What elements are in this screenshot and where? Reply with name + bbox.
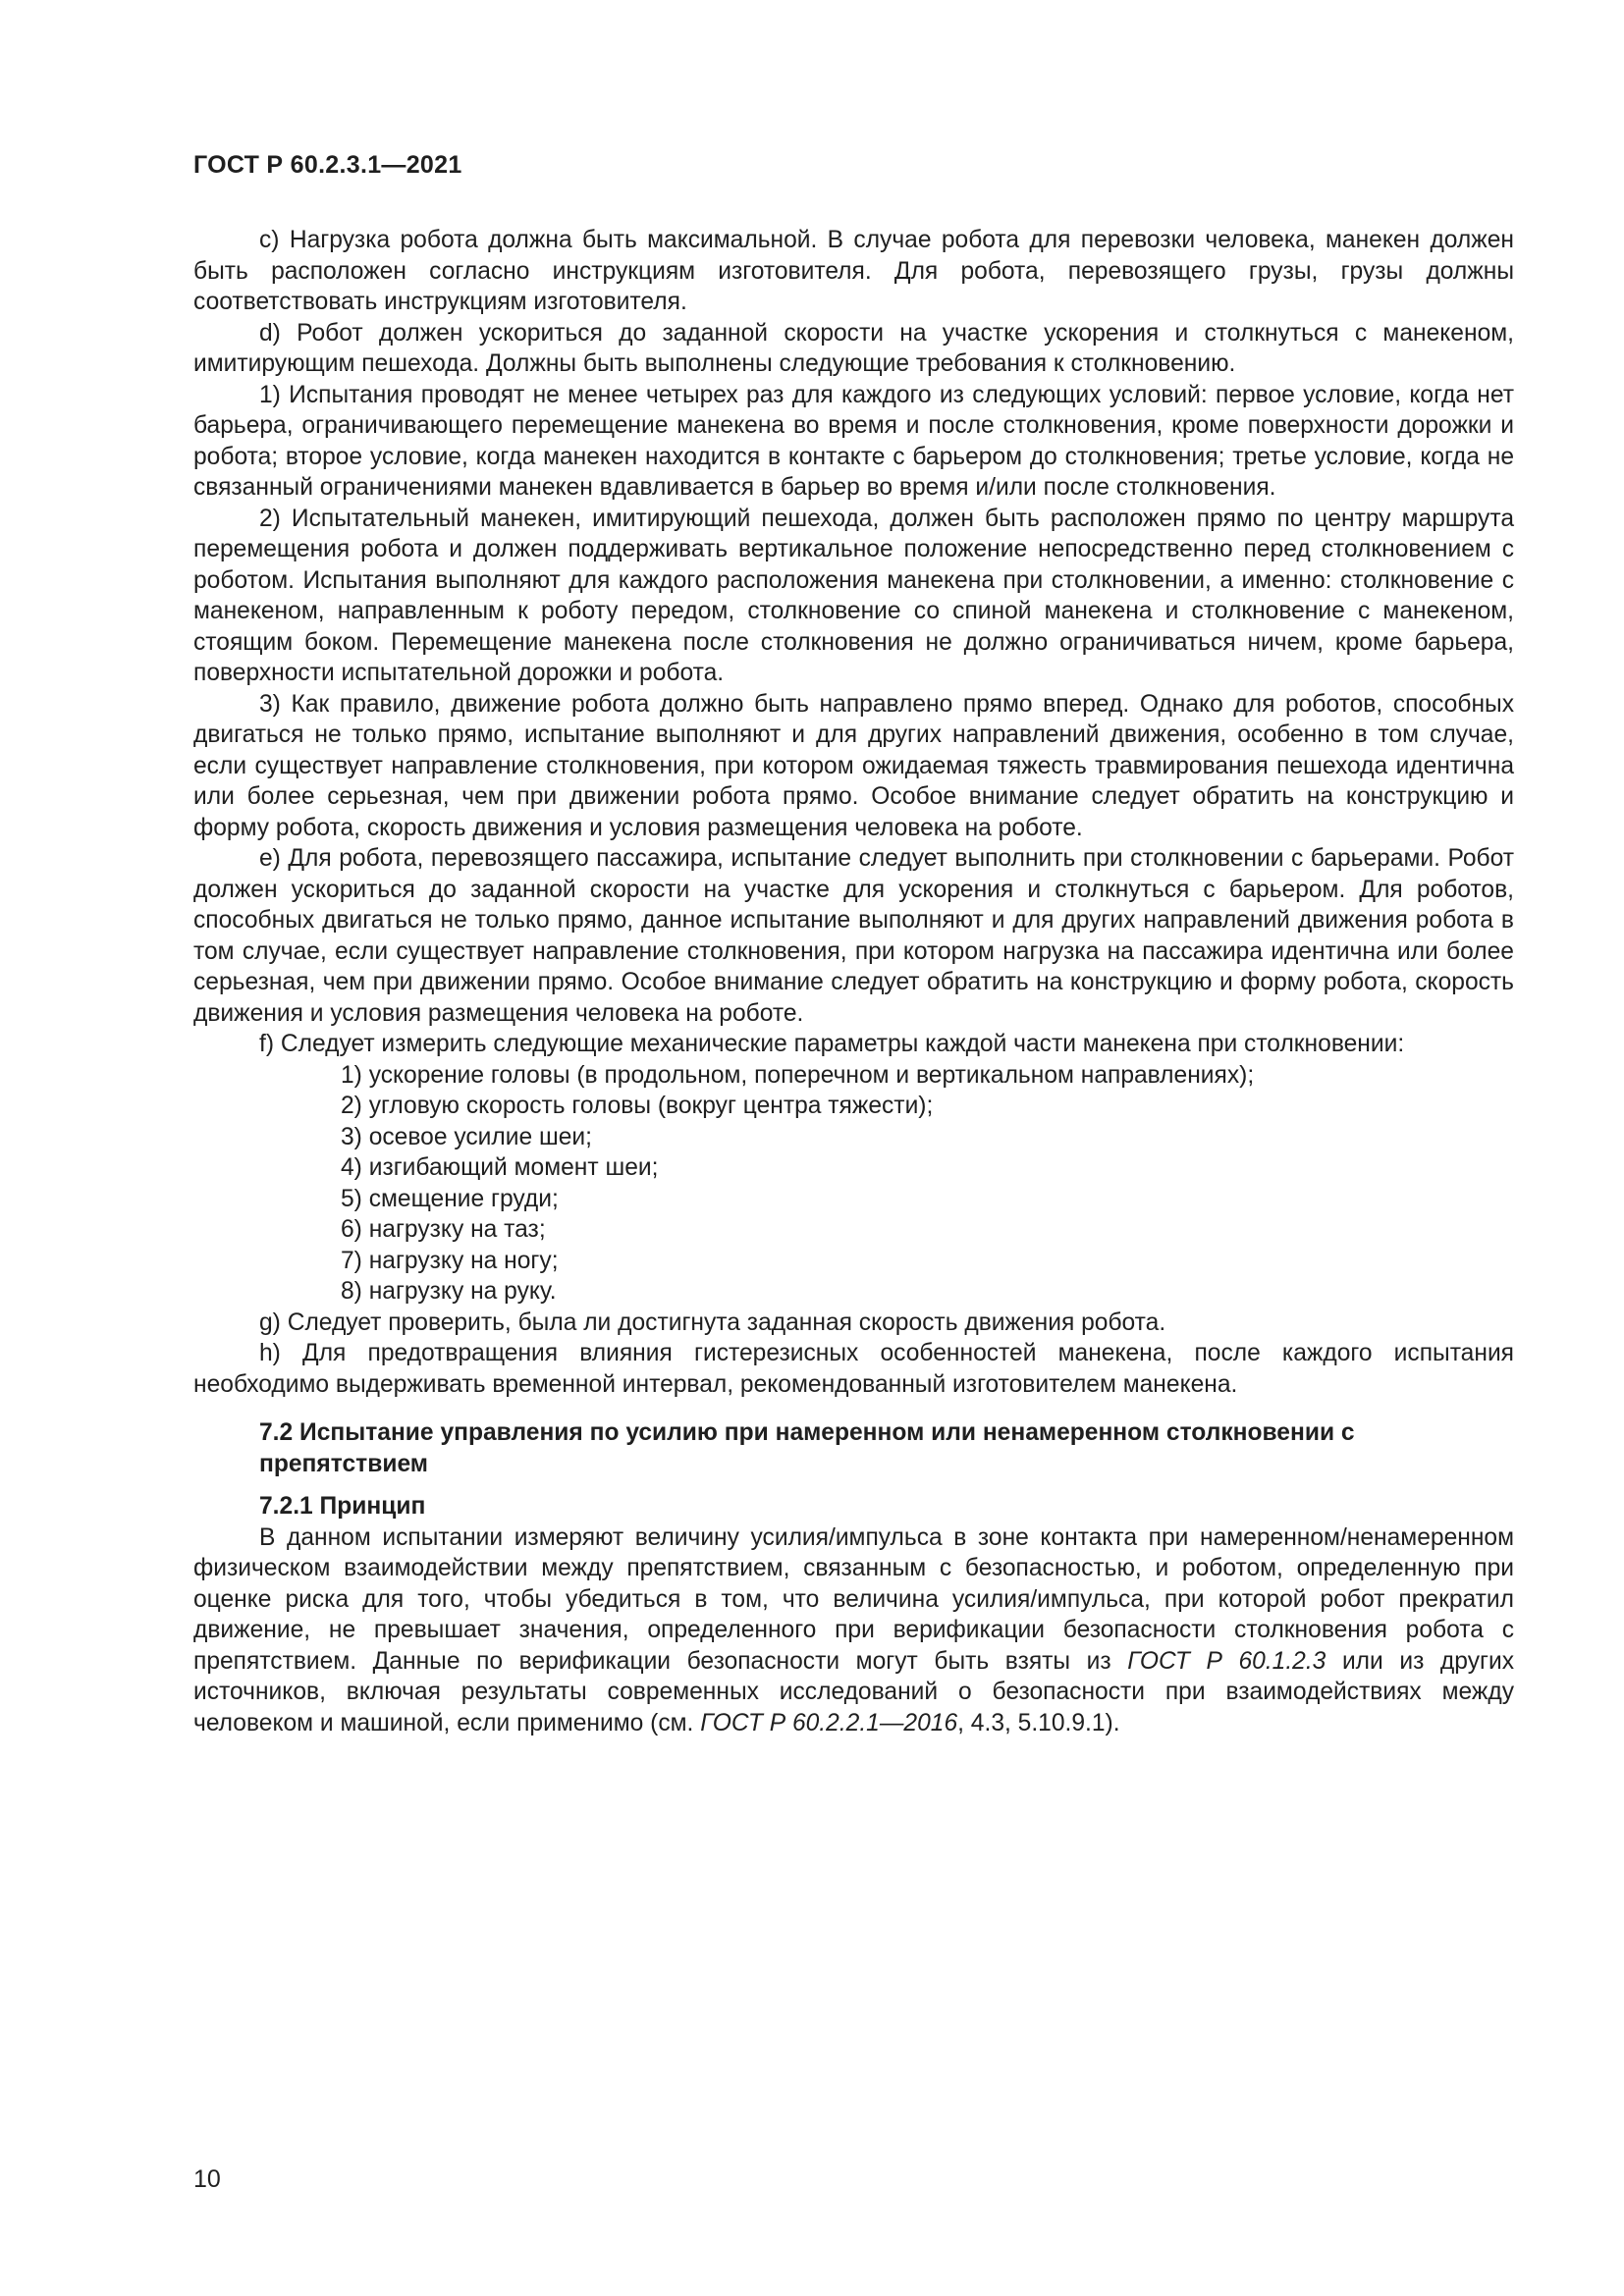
paragraph-f: f) Следует измерить следующие механические параметры каждой части манекена при столкновении:	[259, 1031, 1405, 1057]
paragraph-d2: 2) Испытательный манекен, имитирующий пешехода, должен быть расположен прямо по центру маршрута перемещения робота и должен поддерживать вертикальное положение непосредственно перед столкновением с роботом. Испытания выполняют для каждого расположения манекена при столкновении, а именно: столкновение с манекеном, направленным к роботу передом, столкновение со спиной манекена и столкновение с манекеном, стоящим боком. Перемещение манекена после столкновения не должно ограничиваться ничем, кроме барьера, поверхности испытательной дорожки и робота.	[193, 505, 1514, 686]
document-header: ГОСТ Р 60.2.3.1—2021	[193, 151, 462, 179]
paragraph-e: e) Для робота, перевозящего пассажира, испытание следует выполнить при столкновении с барьерами. Робот должен ускориться до заданной скорости на участке для ускорения и столкнуться с барьером. Для роботов, способных двигаться не только прямо, данное испытание выполняют и для других направлений движения робота в том случае, если существует направление столкновения, при котором нагрузка на пассажира идентична или более серьезная, чем при движении прямо. Особое внимание следует обратить на конструкцию и форму робота, скорость движения и условия размещения человека на роботе.	[193, 845, 1514, 1027]
list-item-f4: 4) изгибающий момент шеи;	[341, 1154, 659, 1181]
reference-gost-60-2-2-1: ГОСТ Р 60.2.2.1—2016	[700, 1709, 958, 1736]
page-number: 10	[193, 2165, 221, 2193]
subsection-heading: 7.2.1 Принцип	[259, 1493, 426, 1520]
paragraph-c: c) Нагрузка робота должна быть максимальной. В случае робота для перевозки человека, манекен должен быть расположен согласно инструкциям изготовителя. Для робота, перевозящего грузы, грузы должны соответствовать инструкциям изготовителя.	[193, 227, 1514, 315]
paragraph-h: h) Для предотвращения влияния гистерезисных особенностей манекена, после каждого испытания необходимо выдерживать временной интервал, рекомендованный изготовителем манекена.	[193, 1340, 1514, 1398]
principle-paragraph	[193, 1522, 1514, 1739]
list-item-f6: 6) нагрузку на таз;	[341, 1216, 546, 1243]
section-heading: 7.2 Испытание управления по усилию при намеренном или ненамеренном столкновении с препятствием	[259, 1419, 1355, 1477]
principle-text-2: или из других источников, включая результаты современных исследований о безопасности при взаимодействиях между человеком и машиной, если применимо (см.	[193, 1647, 1514, 1736]
document-body	[193, 225, 1514, 1738]
list-item-f1: 1) ускорение головы (в продольном, поперечном и вертикальном направлениях);	[341, 1061, 1255, 1089]
list-item-f7: 7) нагрузку на ногу;	[341, 1247, 559, 1274]
paragraph-d1: 1) Испытания проводят не менее четырех раз для каждого из следующих условий: первое условие, когда нет барьера, ограничивающего перемещение манекена во время и после столкновения, кроме поверхности дорожки и робота; второе условие, когда манекен находится в контакте с барьером до столкновения; третье условие, когда не связанный ограничениями манекен вдавливается в барьер во время и/или после столкновения.	[193, 381, 1514, 501]
list-item-f2: 2) угловую скорость головы (вокруг центра тяжести);	[341, 1093, 934, 1119]
paragraph-d3: 3) Как правило, движение робота должно быть направлено прямо вперед. Однако для роботов, способных двигаться не только прямо, испытание выполняют и для других направлений движения, особенно в том случае, если существует направление столкновения, при котором ожидаемая тяжесть травмирования пешехода идентична или более серьезная, чем при движении робота прямо. Особое внимание следует обратить на конструкцию и форму робота, скорость движения и условия размещения человека на роботе.	[193, 690, 1514, 841]
list-item-f8: 8) нагрузку на руку.	[341, 1278, 557, 1305]
list-item-f3: 3) осевое усилие шеи;	[341, 1123, 592, 1150]
list-item-f5: 5) смещение груди;	[341, 1185, 559, 1212]
paragraph-g: g) Следует проверить, была ли достигнута заданная скорость движения робота.	[259, 1308, 1166, 1336]
reference-gost-60-1-2-3: ГОСТ Р 60.1.2.3	[1127, 1647, 1326, 1675]
paragraph-d: d) Робот должен ускориться до заданной скорости на участке ускорения и столкнуться с манекеном, имитирующим пешехода. Должны быть выполнены следующие требования к столкновению.	[193, 319, 1514, 377]
principle-text-1: В данном испытании измеряют величину усилия/импульса в зоне контакта при намеренном/ненамеренном физическом взаимодействии между препятствием, связанным с безопасностью, и роботом, определенную при оценке риска для того, чтобы убедиться в том, что величина усилия/импульса, при которой робот прекратил движение, не превышает значения, определенного при верификации безопасности столкновения робота с препятствием. Данные по верификации безопасности могут быть взяты из	[193, 1523, 1514, 1675]
principle-text-3: , 4.3, 5.10.9.1).	[957, 1709, 1120, 1736]
